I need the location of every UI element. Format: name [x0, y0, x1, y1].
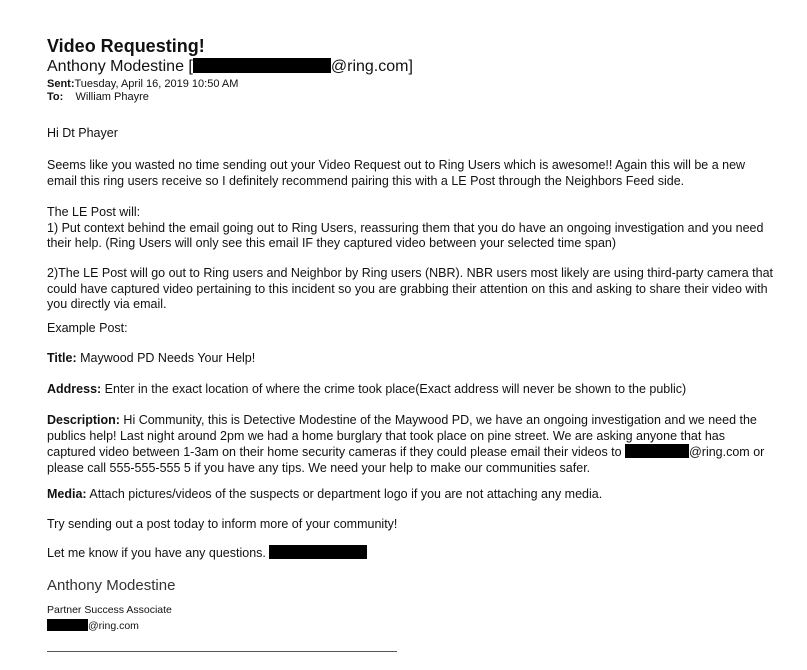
media-label: Media: — [47, 487, 87, 501]
example-title — [47, 351, 777, 367]
questions-line: Let me know if you have any questions. — [47, 545, 777, 562]
le-post-section — [47, 205, 777, 252]
description-tail: or please call 555-555-555 5 if you have any tips. We need your help to make our communities safer. — [47, 445, 765, 475]
signature-email — [47, 619, 139, 632]
intro-paragraph: Seems like you wasted no time sending out your Video Request out to Ring Users which is awesome!! Again this will be a new email this ring users receive so I definitely recommend pairing this with a LE Post through the Neighbors Feed side. — [47, 158, 746, 188]
description-email-domain: @ring.com — [689, 445, 750, 459]
redaction-bar — [625, 444, 689, 458]
try-line: Try sending out a post today to inform more of your community! — [47, 517, 398, 531]
description-label: Description: — [47, 413, 120, 427]
address-value: Enter in the exact location of where the crime took place(Exact address will never be shown to the public) — [104, 382, 687, 396]
from-email-domain: @ring.com] — [330, 58, 413, 75]
redaction-bar — [193, 58, 331, 73]
to-value: William Phayre — [75, 91, 149, 103]
email-to-row — [47, 91, 149, 103]
to-label: To: — [47, 91, 64, 103]
title-label: Title: — [47, 351, 77, 365]
address-label: Address: — [47, 382, 102, 396]
title-value: Maywood PD Needs Your Help! — [80, 351, 256, 365]
signature-divider — [47, 651, 397, 652]
signature-email-domain: @ring.com — [88, 620, 139, 632]
greeting: Hi Dt Phayer — [47, 126, 118, 140]
example-media — [47, 487, 777, 503]
redaction-bar — [47, 619, 88, 631]
example-address — [47, 382, 777, 398]
redaction-bar — [269, 545, 367, 559]
le-post-heading: The LE Post will: — [47, 205, 141, 219]
example-heading: Example Post: — [47, 321, 128, 335]
signature-name: Anthony Modestine — [47, 577, 176, 594]
email-from — [47, 58, 413, 76]
sent-label: Sent: — [47, 78, 75, 90]
sent-value: Tuesday, April 16, 2019 10:50 AM — [74, 78, 239, 90]
le-post-point-1: 1) Put context behind the email going out to Ring Users, reassuring them that you do have an ongoing investigation and you need their help. (Ring Users will only see this email IF they captured video between your selected time span) — [47, 220, 764, 250]
from-name: Anthony Modestine [ — [47, 58, 193, 75]
description-value: Hi Community, this is Detective Modestine of the Maywood PD, we have an ongoing investigation and we need the publics help! Last night around 2pm we had a home burglary that took place on pine street. We are asking anyone that has captured video between 1-3am on their home security cameras if they could please email their videos to — [47, 413, 757, 459]
example-description — [47, 413, 777, 476]
le-post-point-2: 2)The LE Post will go out to Ring users and Neighbor by Ring users (NBR). NBR users most likely are using third-party camera that could have captured video pertaining to this incident so you are grabbing their attention on this and asking to share their video with you directly via email. — [47, 266, 773, 311]
signature-title: Partner Success Associate — [47, 604, 172, 616]
email-sent-row — [47, 78, 238, 90]
email-subject: Video Requesting! — [47, 36, 205, 56]
media-value: Attach pictures/videos of the suspects or department logo if you are not attaching any media. — [89, 487, 603, 501]
